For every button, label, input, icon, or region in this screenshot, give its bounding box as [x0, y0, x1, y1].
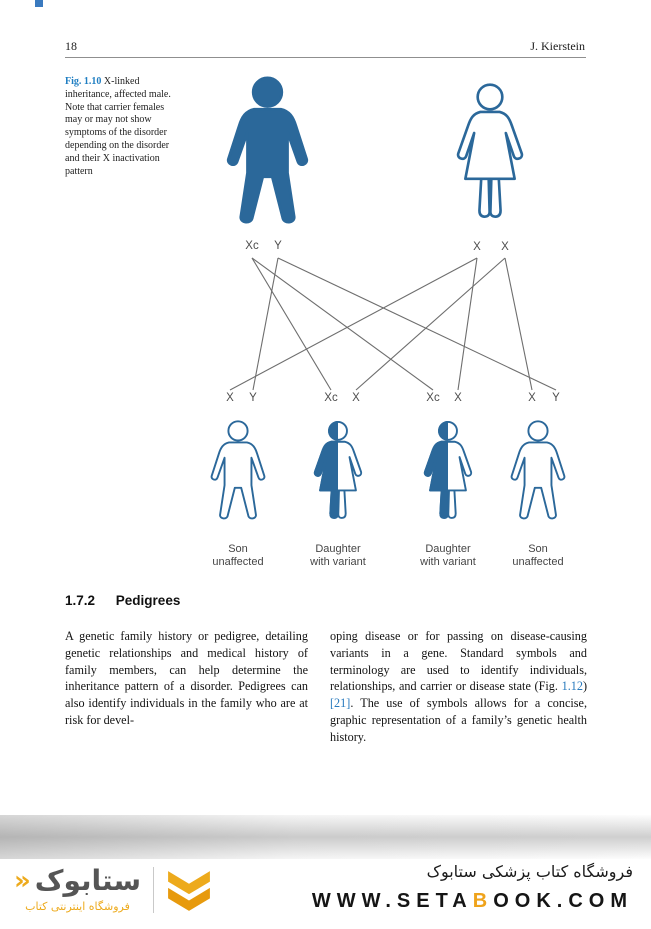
mother-figure: [458, 85, 522, 217]
footer-gradient-band: [0, 815, 651, 859]
child1-allele-2: Y: [249, 392, 257, 404]
page-corner-marker: [35, 0, 43, 7]
store-url[interactable]: [312, 890, 633, 913]
store-url-post: OOK.COM: [493, 890, 633, 912]
child2-caption-line1: Daughter: [315, 543, 361, 555]
child3-allele-1: Xc: [426, 392, 440, 404]
store-url-highlight: B: [472, 890, 494, 912]
running-head-author: J. Kierstein: [530, 39, 585, 53]
son-unaffected-figure-1: [212, 421, 265, 518]
figure-caption: [65, 76, 179, 178]
setabook-logo: [14, 866, 141, 913]
section-number: 1.7.2: [65, 593, 96, 608]
child4-allele-1: X: [528, 392, 536, 404]
affected-father-figure: [228, 78, 306, 222]
child1-caption-line1: Son: [228, 543, 248, 555]
mother-allele-1: X: [473, 241, 481, 253]
body-column-right: [330, 628, 587, 746]
section-heading: [65, 593, 180, 608]
child3-caption-line2: with variant: [420, 556, 476, 568]
child3-allele-2: X: [454, 392, 462, 404]
store-name-persian: فروشگاه کتاب پزشکی ستابوک: [426, 862, 633, 881]
figure-caption-text: X-linked inheritance, affected male. Note that carrier females may or may not show symptoms of the disorder depending on the disorder and their X inactivation pattern: [65, 76, 171, 177]
father-allele-2: Y: [274, 240, 282, 252]
child2-allele-1: Xc: [324, 392, 338, 404]
logo-divider: [153, 867, 154, 913]
body-column-left: [65, 628, 308, 729]
child4-caption-line1: Son: [528, 543, 548, 555]
guillemet-icon: «: [14, 866, 31, 896]
setabook-logo-text: ستابوک: [34, 864, 142, 897]
father-allele-1: Xc: [245, 240, 259, 252]
header-rule: [65, 57, 586, 58]
daughter-carrier-figure-2: [425, 422, 471, 518]
body-text-left: A genetic family history or pedigree, detailing genetic relationships and medical history of family members, can help determine the inheritance pattern of a disorder. Pedigrees can also identify individuals in the family who are at risk for devel-: [65, 629, 308, 727]
child3-caption-line1: Daughter: [425, 543, 471, 555]
son-unaffected-figure-2: [512, 421, 565, 518]
figure-caption-label: Fig. 1.10: [65, 76, 102, 87]
child2-allele-2: X: [352, 392, 360, 404]
figure-reference-link[interactable]: 1.12: [561, 679, 583, 694]
daughter-carrier-figure-1: [315, 422, 361, 518]
store-url-pre: WWW.SETA: [311, 890, 473, 912]
footer-store-block: [312, 862, 633, 913]
footer-logo-block: [14, 866, 212, 913]
setabook-logo-wordmark: [14, 866, 141, 896]
setabook-chevron-mark-icon: [166, 869, 212, 911]
child4-caption-line2: unaffected: [512, 556, 564, 568]
mother-allele-2: X: [501, 241, 509, 253]
body-text-right-2: ): [582, 679, 587, 694]
child2-caption-line2: with variant: [310, 556, 366, 568]
child1-caption-line2: unaffected: [212, 556, 264, 568]
inheritance-lines: [230, 258, 556, 390]
page-number: 18: [65, 39, 77, 53]
child1-allele-1: X: [226, 392, 234, 404]
setabook-logo-subtext: فروشگاه اینترنتی کتاب: [25, 900, 130, 913]
citation-reference-link[interactable]: [21]: [330, 696, 351, 711]
body-text-right-3: . The use of symbols allows for a concise, graphic representation of a family’s genetic health history.: [330, 696, 587, 744]
section-title: Pedigrees: [115, 593, 181, 608]
x-linked-inheritance-diagram: [180, 68, 600, 578]
child4-allele-2: Y: [552, 392, 560, 404]
body-text-right-1: oping disease or for passing on disease-causing variants in a gene. Standard symbols and terminology are used to identify individuals, relationships, and carrier or disease state (Fig.: [330, 629, 587, 694]
